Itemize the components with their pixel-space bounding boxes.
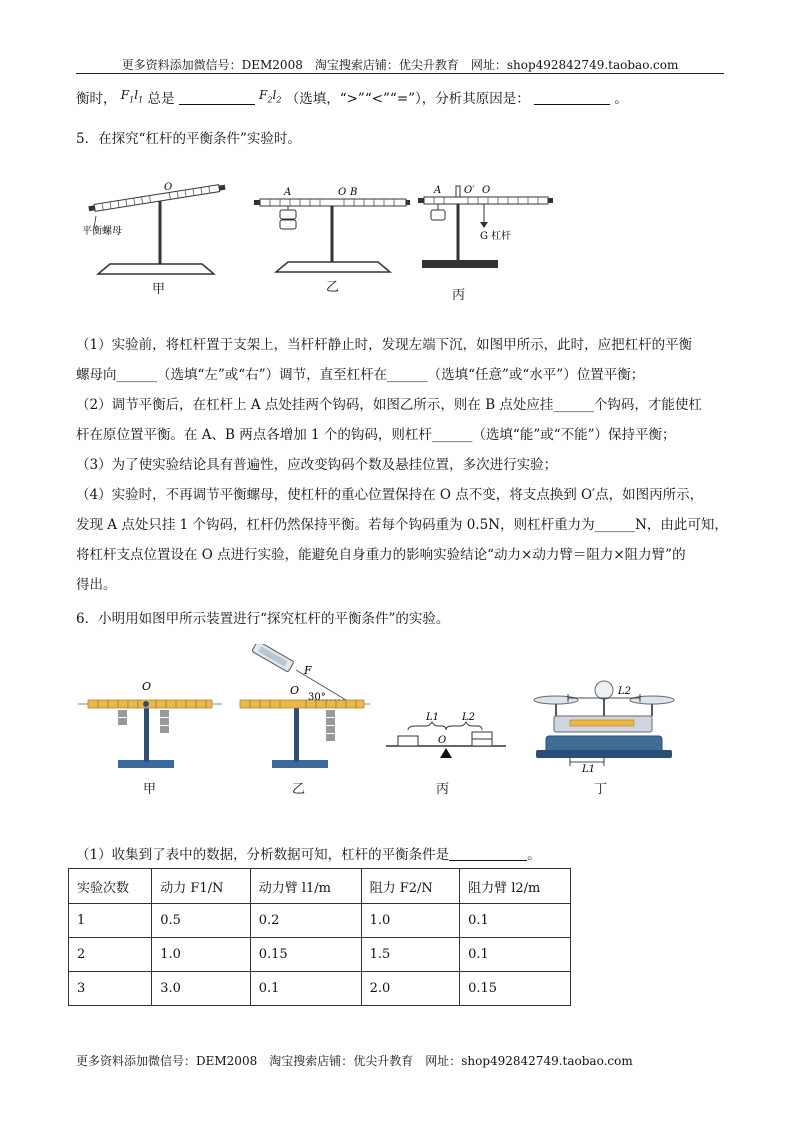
page-footer: 更多资料添加微信号：DEM2008 淘宝搜索店铺：优尖升教育 网址：shop492842749.taobao.com (76, 1054, 633, 1068)
q5-bing-o-label: O (482, 185, 491, 196)
table-header-cell: 动力臂 l1/m (250, 869, 361, 904)
q5-bing-oprime-label: O′ (464, 185, 475, 196)
q6-bing-l2-label: L2 (462, 712, 476, 723)
q5-figure-yi (250, 182, 410, 278)
q5-figure-bing (418, 180, 554, 276)
table-row (69, 972, 571, 1006)
q5-jia-o-label: O (164, 182, 173, 193)
q5-yi-a-label: A (284, 187, 292, 198)
q6-ding-l1-label: L1 (582, 764, 596, 772)
table-header-row (69, 869, 571, 904)
table-cell: 1.5 (361, 938, 459, 972)
table-cell: 0.5 (152, 904, 250, 938)
q5-p4-line4: 得出。 (76, 577, 117, 593)
q4-blank-2[interactable] (534, 90, 610, 105)
q5-p1-line1: （1）实验前，将杠杆置于支架上，当杆杆静止时，发现左端下沉，如图甲所示，此时，应把杠杆的平衡 (76, 337, 693, 353)
table-cell: 1.0 (361, 904, 459, 938)
table-cell: 0.15 (250, 938, 361, 972)
q6-caption-yi: 乙 (292, 782, 306, 797)
q6-bing-o-label: O (438, 735, 447, 746)
q4-blank-1[interactable] (179, 90, 255, 105)
table-cell: 2 (69, 938, 152, 972)
q6-p1-blank[interactable] (449, 846, 527, 861)
page-header: 更多资料添加微信号：DEM2008 淘宝搜索店铺：优尖升教育 网址：shop492842749.taobao.com (121, 58, 679, 72)
table-header-cell: 动力 F1/N (152, 869, 250, 904)
table-cell: 0.2 (250, 904, 361, 938)
table-row (69, 904, 571, 938)
table-header-cell: 阻力 F2/N (361, 869, 459, 904)
table-header-cell: 实验次数 (69, 869, 152, 904)
q4-prefix: 衡时， (76, 91, 117, 107)
q6-p1-line (76, 846, 541, 864)
q6-ding-l2-label: L2 (618, 686, 632, 697)
q6-p1-suffix: 。 (527, 847, 541, 863)
q4-tail-line (76, 86, 628, 109)
q5-figure-jia (80, 178, 230, 278)
q5-yi-o-label: O (338, 187, 347, 198)
table-cell: 1 (69, 904, 152, 938)
q5-bing-g-label: G 杠杆 (480, 231, 512, 242)
q5-p1-line2: 螺母向______（选填“左”或“右”）调节，直至杠杆在______（选填“任意”或“水平”）位置平衡； (76, 367, 645, 383)
q5-caption-jia: 甲 (152, 282, 166, 297)
table-cell: 0.1 (460, 904, 571, 938)
q6-stem: 6．小明用如图甲所示装置进行“探究杠杆的平衡条件”的实验。 (76, 611, 450, 627)
table-cell: 1.0 (152, 938, 250, 972)
q6-caption-bing: 丙 (436, 782, 450, 797)
header-rule (76, 73, 724, 74)
q5-p2-line2: 杆在原位置平衡。在 A、B 两点各增加 1 个的钩码，则杠杆______（选填“能”或“不能”）保持平衡； (76, 427, 676, 443)
q5-caption-yi: 乙 (326, 280, 340, 295)
q5-stem: 5．在探究“杠杆的平衡条件”实验时。 (76, 131, 301, 147)
table-row (69, 938, 571, 972)
q6-figure-bing (382, 710, 510, 760)
q6-yi-angle-label: 30° (308, 692, 326, 703)
table-cell: 3.0 (152, 972, 250, 1006)
q4-f2l2: $F_2l_2$ (259, 88, 282, 105)
q5-balance-nut-label: 平衡螺母 (82, 226, 122, 237)
q5-yi-b-label: B (350, 187, 358, 198)
q5-p4-line1: （4）实验时，不再调节平衡螺母，使杠杆的重心位置保持在 O 点不变，将支点换到 O′点，如图丙所示， (76, 487, 704, 503)
table-cell: 3 (69, 972, 152, 1006)
q6-data-table (68, 868, 571, 1006)
q4-f1l1: $F_1l_1$ (120, 88, 144, 105)
q5-caption-bing: 丙 (452, 288, 466, 303)
table-cell: 0.1 (250, 972, 361, 1006)
q6-caption-jia: 甲 (143, 782, 157, 797)
q5-p3: （3）为了使实验结论具有普遍性，应改变钩码个数及悬挂位置，多次进行实验； (76, 457, 558, 473)
table-header-cell: 阻力臂 l2/m (460, 869, 571, 904)
q5-bing-a-label: A (434, 185, 442, 196)
q4-mid: 总是 (147, 91, 175, 107)
q4-end: 。 (614, 91, 628, 107)
q6-p1-prefix: （1）收集到了表中的数据，分析数据可知，杠杆的平衡条件是 (76, 847, 450, 863)
table-cell: 0.15 (460, 972, 571, 1006)
table-cell: 2.0 (361, 972, 459, 1006)
table-cell: 0.1 (460, 938, 571, 972)
q6-caption-ding: 丁 (594, 782, 608, 797)
q6-bing-l1-label: L1 (426, 712, 440, 723)
q6-jia-o-label: O (142, 680, 152, 693)
q5-p4-line2: 发现 A 点处只挂 1 个钩码，杠杆仍然保持平衡。若每个钩码重为 0.5N，则杠杆重力为______N，由此可知， (76, 517, 728, 533)
q6-figure-ding (530, 676, 676, 772)
q5-p4-line3: 将杠杆支点位置设在 O 点进行实验，能避免自身重力的影响实验结论“动力×动力臂＝阻力×阻力臂”的 (76, 547, 686, 563)
q6-yi-o-label: O (290, 684, 300, 697)
q6-figure-yi (236, 644, 372, 774)
q6-yi-f-label: F (304, 664, 312, 677)
q5-p2-line1: （2）调节平衡后，在杠杆上 A 点处挂两个钩码，如图乙所示，则在 B 点处应挂______个钩码，才能使杠 (76, 397, 702, 413)
q6-figure-jia (78, 676, 222, 774)
q4-suffix: （选填，“>”“<”“=”），分析其原因是： (285, 91, 530, 107)
